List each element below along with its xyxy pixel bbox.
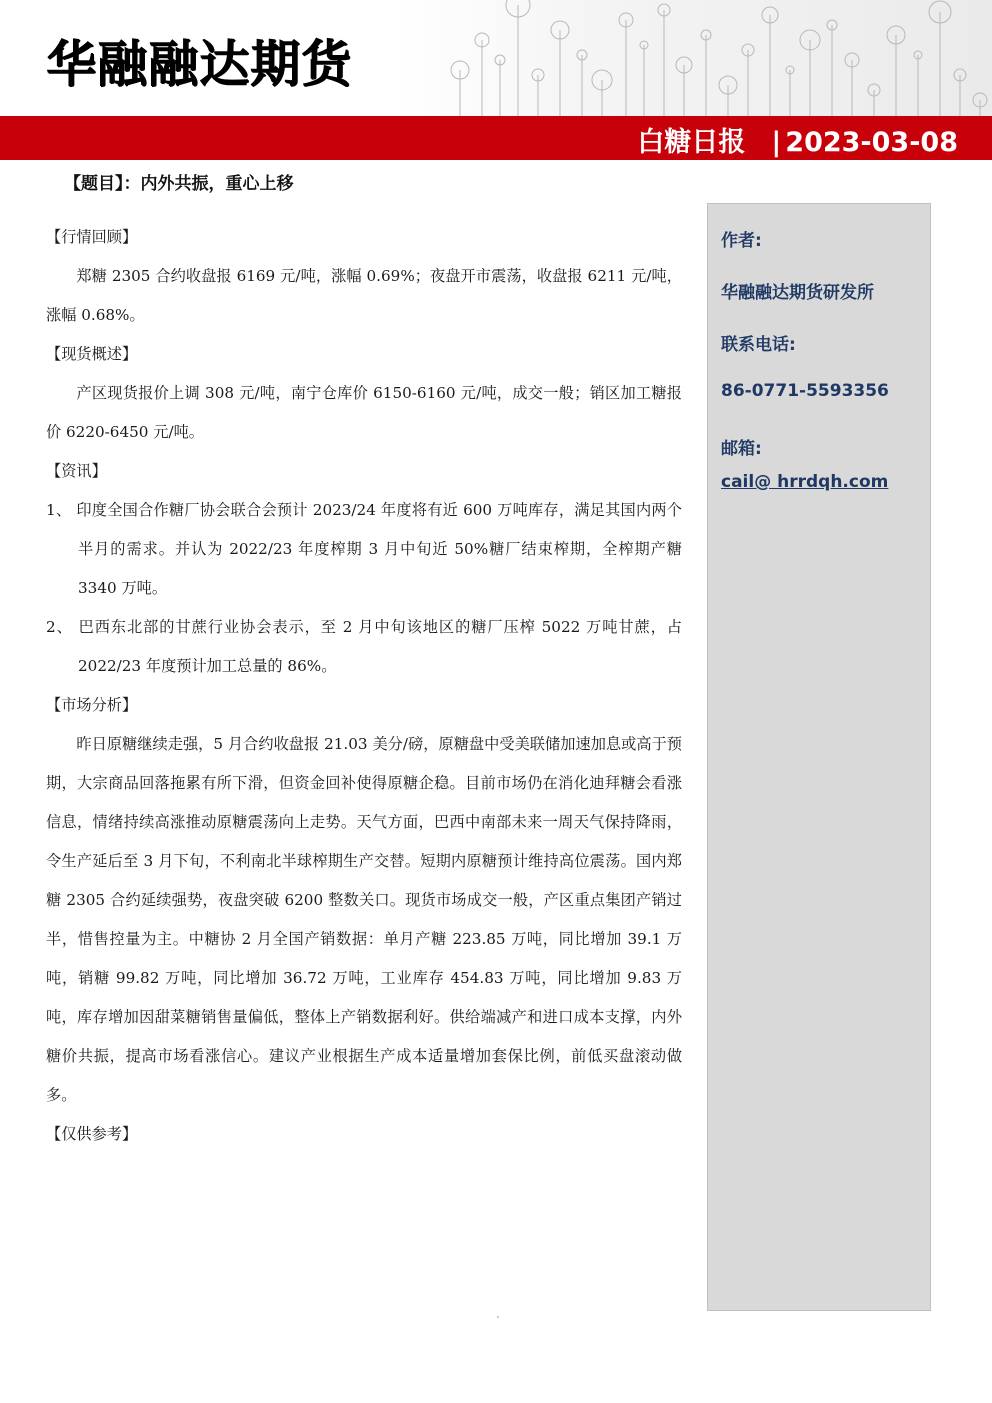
report-body [46, 218, 682, 1154]
email-label: 邮箱: [721, 439, 762, 459]
report-title-bar [0, 116, 992, 160]
email-link[interactable]: cail@ hrrdqh.com [721, 472, 889, 492]
phone-label: 联系电话: [721, 335, 796, 355]
author-label: 作者: [721, 231, 762, 251]
report-date: 2023-03-08 [785, 127, 958, 158]
review-paragraph: 郑糖 2305 合约收盘报 6169 元/吨，涨幅 0.69%；夜盘开市震荡，收盘报 6211 元/吨，涨幅 0.68%。 [46, 267, 682, 324]
title-separator: | [771, 127, 782, 158]
spot-paragraph: 产区现货报价上调 308 元/吨，南宁仓库价 6150-6160 元/吨，成交一般；销区加工糖报价 6220-6450 元/吨。 [46, 384, 682, 441]
analysis-paragraph: 昨日原糖继续走强，5 月合约收盘报 21.03 美分/磅，原糖盘中受美联储加速加息或高于预期，大宗商品回落拖累有所下滑，但资金回补使得原糖企稳。目前市场仍在消化迪拜糖会看涨信息，情绪持续高涨推动原糖震荡向上走势。天气方面，巴西中南部未来一周天气保持降雨，令生产延后至 3 月下旬，不利南北半球榨期生产交替。短期内原糖预计维持高位震荡。国内郑糖 2305 合约延续强势，夜盘突破 6200 整数关口。现货市场成交一般，产区重点集团产销过半，惜售控量为主。中糖协 2 月全国产销数据：单月产糖 223.85 万吨，同比增加 39.1 万吨，销糖 99.82 万吨，同比增加 36.72 万吨，工业库存 454.83 万吨，同比增加 9.83 万吨，库存增加因甜菜糖销售量偏低，整体上产销数据利好。供给端减产和进口成本支撑，内外糖价共振，提高市场看涨信心。建议产业根据生产成本适量增加套保比例，前低买盘滚动做多。 [46, 735, 682, 1104]
decorative-lines-graphic [430, 0, 992, 116]
news-item-2: 2、 巴西东北部的甘蔗行业协会表示，至 2 月中旬该地区的糖厂压榨 5022 万吨甘蔗，占 2022/23 年度预计加工总量的 86%。 [46, 618, 682, 675]
section-heading-disclaimer: 【仅供参考】 [46, 1125, 138, 1143]
report-title-text [637, 120, 958, 159]
footer-mark [497, 1316, 499, 1318]
company-logo-title: 华融融达期货 [46, 35, 352, 93]
report-name: 白糖日报 [637, 127, 746, 158]
topic-text: ：内外共振，重心上移 [123, 174, 294, 194]
author-sidebar [707, 203, 931, 1311]
section-heading-spot: 【现货概述】 [46, 345, 138, 363]
author-name: 华融融达期货研发所 [721, 283, 874, 303]
header-banner [0, 0, 992, 116]
section-heading-analysis: 【市场分析】 [46, 696, 138, 714]
report-topic [64, 169, 294, 194]
section-heading-news: 【资讯】 [46, 462, 107, 480]
section-heading-review: 【行情回顾】 [46, 228, 138, 246]
news-item-1: 1、 印度全国合作糖厂协会联合会预计 2023/24 年度将有近 600 万吨库存，满足其国内两个半月的需求。并认为 2022/23 年度榨期 3 月中旬近 50%糖厂结束榨期，全榨期产糖 3340 万吨。 [46, 501, 682, 597]
phone-number: 86-0771-5593356 [721, 381, 889, 401]
topic-label: 【题目】 [64, 174, 124, 194]
